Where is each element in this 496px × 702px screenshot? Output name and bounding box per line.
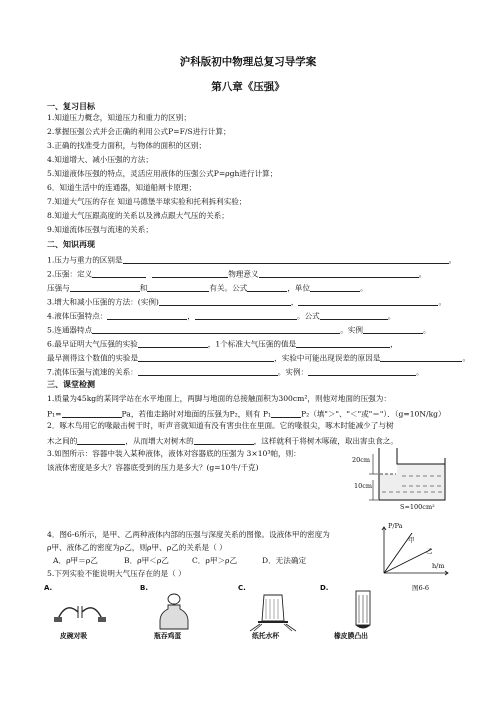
blank[interactable]	[259, 269, 419, 278]
line-text: ，这样就利于将树木啄破，取出害虫食之。	[253, 436, 398, 446]
doc-title: 沪科版初中物理总复习导学案	[179, 56, 317, 68]
goal-item: 6．知道生活中的连通器，知道船闸卡原理；	[47, 183, 197, 192]
option-letter: D.	[320, 584, 329, 592]
q3-line-1: 3.如图所示：容器中装入某种液体，液体对容器底的压强为 3×10³帕，则：	[47, 449, 301, 458]
option-letter: C.	[238, 584, 246, 592]
line-text: 1.压力与重力的区别是	[47, 255, 123, 265]
line-text: 有关。公式	[209, 283, 248, 293]
blank[interactable]	[92, 269, 146, 278]
line-text: 和	[139, 283, 148, 293]
q2-line-2	[47, 436, 398, 445]
q5-picture-b[interactable]	[140, 585, 212, 645]
series-label-yi: 乙	[426, 547, 433, 555]
picture-caption: 橡皮膜凸出	[334, 632, 368, 640]
picture-caption: 纸托水杯	[252, 632, 280, 640]
q4-option-c[interactable]: C．ρ甲＞ρ乙	[192, 556, 238, 565]
goal-item: 7.知道大气压的存在 知道马德堡半球实验和托利拆利实验；	[47, 197, 247, 206]
q5-picture-d[interactable]	[320, 585, 430, 645]
blank[interactable]	[92, 325, 340, 334]
q4-option-b[interactable]: B．ρ甲＜ρ乙	[124, 556, 169, 565]
blank[interactable]	[152, 269, 228, 278]
tube-membrane-icon	[346, 589, 380, 631]
goal-item: 9.知道流体压强与流速的关系；	[47, 225, 153, 234]
knowledge-line-2: 2.压强：定义 物理意义 。	[47, 269, 427, 279]
q4-option-d[interactable]: D．无法确定	[262, 556, 307, 565]
blank[interactable]	[77, 436, 125, 445]
knowledge-line-1: 1.压力与重力的区别是 。	[47, 255, 457, 265]
bottle-egg-icon	[154, 591, 194, 631]
q5-picture-a[interactable]	[44, 585, 116, 645]
line-text: 。实例：	[277, 367, 309, 377]
container-figure	[352, 440, 452, 512]
knowledge-line-8: 最早测得这个数值的实验是 ，实验中可能出现误差的原因是 。	[47, 353, 471, 363]
goal-item: 2.掌握压强公式并会正确的利用公式P=F/S进行计算；	[47, 127, 231, 136]
line-text: 物理意义	[228, 269, 259, 279]
blank[interactable]	[138, 339, 208, 348]
blank[interactable]	[107, 311, 187, 320]
line-text: 4.液体压强特点：	[47, 311, 108, 321]
line-text: 2.压强：定义	[47, 269, 93, 279]
blank[interactable]	[363, 325, 423, 334]
knowledge-line-7: 6.最早证明大气压强的实验 ，1个标准大气压强的值是 ，	[47, 339, 398, 349]
cup-paper-icon	[248, 593, 298, 633]
goal-item: 4.知道增大、减小压强的方法；	[47, 155, 153, 164]
blank[interactable]	[308, 367, 416, 376]
blank[interactable]	[195, 311, 297, 320]
q4-option-a[interactable]: A．ρ甲＝ρ乙	[53, 556, 98, 565]
line-text: 木之间的	[47, 436, 78, 446]
blank[interactable]	[296, 339, 390, 348]
blank[interactable]	[247, 283, 287, 292]
section-heading-test: 三、课堂检测	[47, 380, 95, 389]
q2-line-1: 2．啄木鸟用它的喙敲击树干时，听声音就知道有没有害虫住在里面。它的喙很尖，啄木时能减少了与树	[47, 421, 394, 430]
series-label-jia: 甲	[408, 536, 415, 544]
blank[interactable]	[138, 367, 278, 376]
blank[interactable]	[123, 255, 449, 264]
line-text: ，从而增大对树木的	[125, 436, 194, 446]
goal-item: 8.知道大气压跟高度的关系以及沸点跟大气压的关系；	[47, 211, 229, 220]
knowledge-line-6: 5.连通器特点 。实例 。	[47, 325, 431, 335]
line-text: 5.连通器特点	[47, 325, 93, 335]
line-text: 。公式	[297, 311, 320, 321]
blank[interactable]	[298, 297, 438, 306]
blank[interactable]	[159, 297, 291, 306]
picture-caption: 皮碗对吸	[60, 632, 88, 640]
q3-line-2: 该液体密度是多大？容器底受到的压力是多大？(g=10牛/千克)	[47, 463, 259, 472]
goal-item: 5.知道液体压强的特点，灵活应用液体的压强公式P=ρgh进行计算；	[47, 169, 278, 178]
suction-cups-icon	[52, 597, 108, 627]
area-label: S=100cm²	[400, 503, 435, 511]
line-text: ，1个标准大气压强的值是	[207, 339, 297, 349]
q5-line: 5.下列实验不能说明大气压存在的是（ ）	[47, 569, 186, 578]
chapter-title: 第八章《压强》	[211, 81, 285, 93]
height-label-20cm: 20cm	[352, 456, 371, 464]
blank[interactable]	[138, 353, 274, 362]
line-text: Pa，若他走路时对地面的压强为P₂，则有 P₁	[121, 409, 272, 419]
blank[interactable]	[194, 436, 254, 445]
y-axis-label: P/Pa	[388, 522, 403, 530]
blank[interactable]	[380, 353, 462, 362]
figure-caption: 图6-6	[412, 584, 429, 592]
blank[interactable]	[310, 283, 360, 292]
section-heading-knowledge: 二、知识再现	[47, 240, 95, 249]
knowledge-line-3: 压强与 和 有关。公式 ，单位 。	[47, 283, 368, 293]
q4-line-2: ρ甲、液体乙的密度为ρ乙，则ρ甲、ρ乙的关系是（ ）	[47, 543, 227, 552]
picture-caption: 瓶吞鸡蛋	[154, 632, 182, 640]
knowledge-line-9: 7.流体压强与流速的关系： 。实例： 。	[47, 367, 424, 377]
line-text: 。实例	[340, 325, 363, 335]
blank[interactable]	[70, 283, 140, 292]
goal-item: 3.正确的找准受力面积，与物体的面积的区别；	[47, 141, 207, 150]
line-text: 压强与	[47, 283, 70, 293]
pressure-depth-graph	[372, 522, 452, 592]
q5-picture-c[interactable]	[238, 585, 310, 645]
blank[interactable]	[62, 409, 122, 418]
line-text: ，实验中可能出现误差的原因是	[274, 353, 381, 363]
q1-line-2	[47, 409, 446, 418]
blank[interactable]	[147, 283, 209, 292]
line-text: 6.最早证明大气压强的实验	[47, 339, 138, 349]
section-heading-goals: 一、复习目标	[47, 102, 95, 111]
blank[interactable]	[320, 311, 388, 320]
x-axis-label: h/m	[432, 562, 445, 570]
line-text: ，单位	[287, 283, 311, 293]
line-text: 7.流体压强与流速的关系：	[47, 367, 138, 377]
q1-line-1: 1.质量为45kg的某同学站在水平地面上，两脚与地面的总接触面积为300cm²，则他对地面的压强为：	[47, 394, 391, 403]
line-text: P₂（填"＞"、"＜"或"＝"）．（g=10N/kg）	[301, 409, 446, 419]
knowledge-line-4: 3.增大和减小压强的方法：(实例) ， 。	[47, 297, 447, 307]
knowledge-line-5: 4.液体压强特点： ， 。公式 。	[47, 311, 396, 321]
line-text: 最早测得这个数值的实验是	[47, 353, 139, 363]
goal-item: 1.知道压力概念，知道压力和重力的区别；	[47, 113, 191, 122]
height-label-10cm: 10cm	[354, 482, 373, 490]
blank[interactable]	[271, 409, 301, 418]
line-text: P₁=	[47, 409, 62, 419]
option-letter: B.	[140, 584, 148, 592]
q4-line-1: 4．图6-6所示，是甲、乙两种液体内部的压强与深度关系的图像。设液体甲的密度为	[47, 530, 330, 539]
line-yi	[384, 549, 432, 573]
line-text: 3.增大和减小压强的方法：(实例)	[47, 297, 159, 307]
option-letter: A.	[44, 584, 53, 592]
